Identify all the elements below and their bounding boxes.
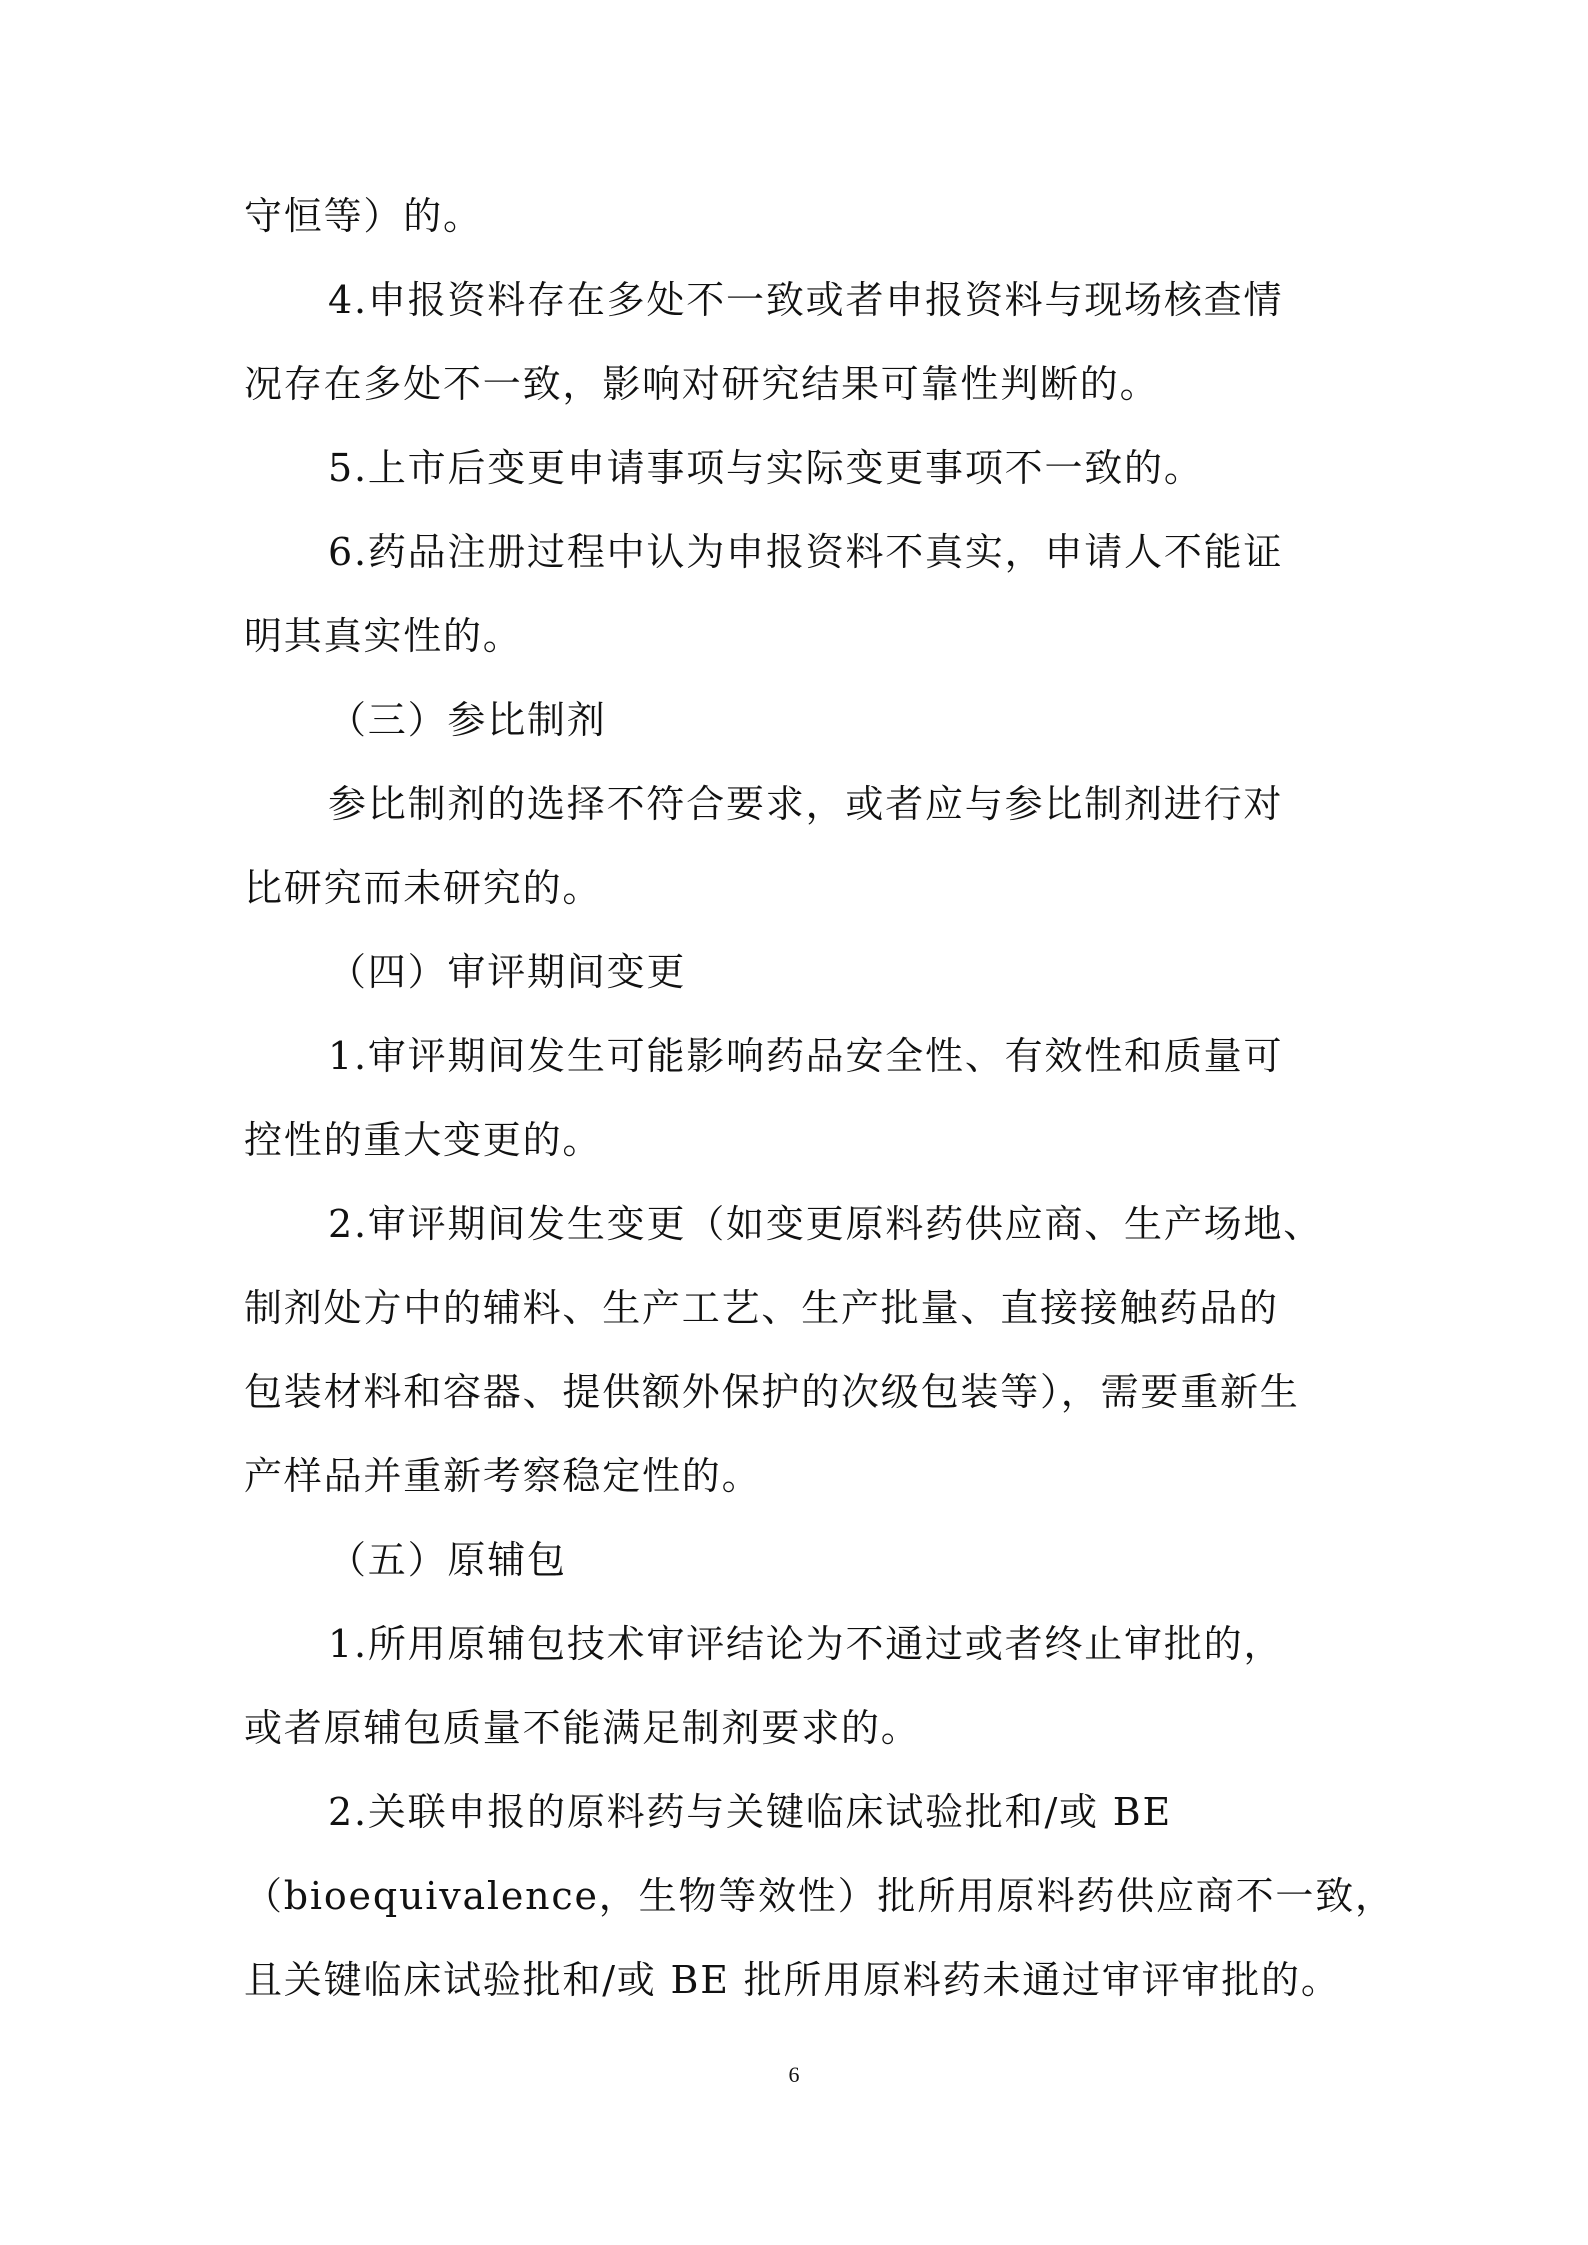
list-item-4-2-line-2: 制剂处方中的辅料、生产工艺、生产批量、直接接触药品的	[244, 1286, 1279, 1330]
list-item-5-1-line-1: 1.所用原辅包技术审评结论为不通过或者终止审批的，	[328, 1622, 1284, 1666]
list-item-5-2-line-3: 且关键临床试验批和/或 BE 批所用原料药未通过审评审批的。	[244, 1958, 1341, 2002]
paragraph-reference-line-1: 参比制剂的选择不符合要求，或者应与参比制剂进行对	[328, 782, 1284, 826]
page-number: 6	[788, 2062, 800, 2087]
list-item-5-2-line-1: 2.关联申报的原料药与关键临床试验批和/或 BE	[328, 1790, 1173, 1834]
list-item-6-line-2: 明其真实性的。	[244, 614, 523, 658]
section-heading-5: （五）原辅包	[328, 1538, 567, 1582]
list-item-5: 5.上市后变更申请事项与实际变更事项不一致的。	[328, 446, 1204, 490]
list-item-4-2-line-1: 2.审评期间发生变更（如变更原料药供应商、生产场地、	[328, 1202, 1324, 1246]
text-line: 守恒等）的。	[244, 194, 483, 238]
list-item-6-line-1: 6.药品注册过程中认为申报资料不真实，申请人不能证	[328, 530, 1284, 574]
list-item-5-2-line-2: （bioequivalence，生物等效性）批所用原料药供应商不一致，	[244, 1874, 1395, 1918]
list-item-4-1-line-1: 1.审评期间发生可能影响药品安全性、有效性和质量可	[328, 1034, 1284, 1078]
list-item-4-line-2: 况存在多处不一致，影响对研究结果可靠性判断的。	[244, 362, 1160, 406]
section-heading-3: （三）参比制剂	[328, 698, 607, 742]
list-item-5-1-line-2: 或者原辅包质量不能满足制剂要求的。	[244, 1706, 921, 1750]
list-item-4-1-line-2: 控性的重大变更的。	[244, 1118, 603, 1162]
paragraph-reference-line-2: 比研究而未研究的。	[244, 866, 603, 910]
list-item-4-2-line-4: 产样品并重新考察稳定性的。	[244, 1454, 762, 1498]
list-item-4-line-1: 4.申报资料存在多处不一致或者申报资料与现场核查情	[328, 278, 1284, 322]
section-heading-4: （四）审评期间变更	[328, 950, 687, 994]
list-item-4-2-line-3: 包装材料和容器、提供额外保护的次级包装等），需要重新生	[244, 1370, 1300, 1414]
